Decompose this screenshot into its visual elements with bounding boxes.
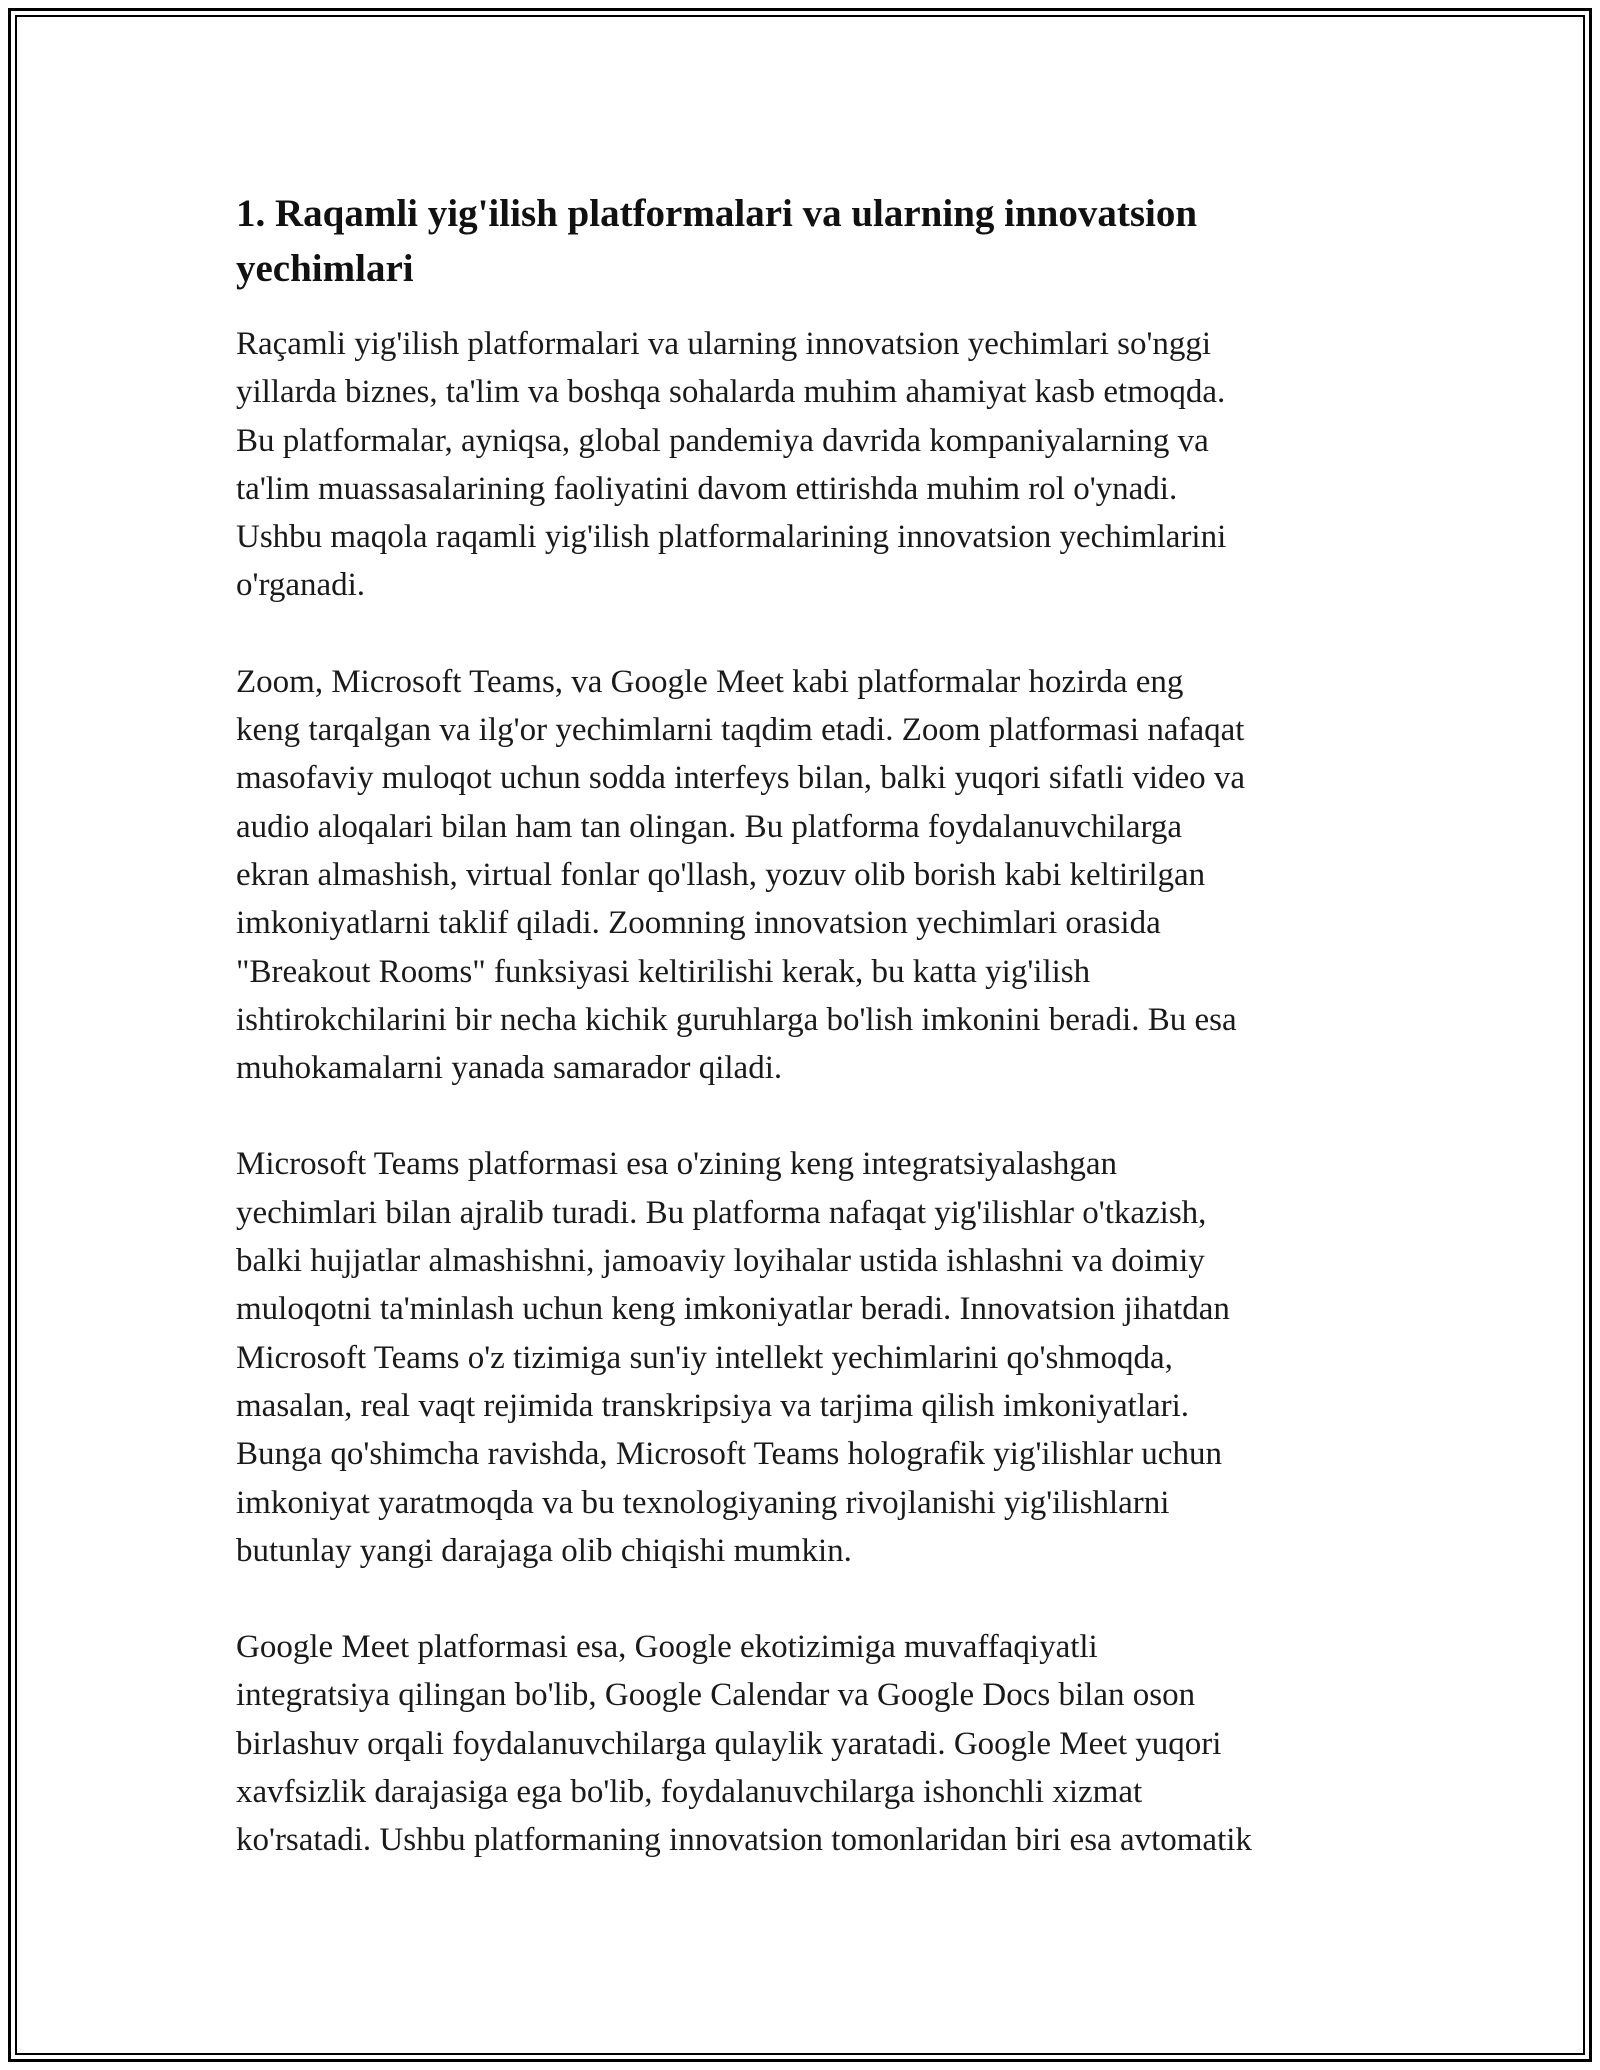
paragraph-google-meet: Google Meet platformasi esa, Google ekotizimiga muvaffaqiyatli integratsiya qilingan bo'lib, Google Calendar va Google Docs bilan oson birlashuv orqali foydalanuvchilarga qulaylik yaratadi. Google Meet yuqori xavfsizlik darajasiga ega bo'lib, foydalanuvchilarga ishonchli xizmat ko'rsatadi. Ushbu platformaning innovatsion tomonlaridan biri esa avtomatik [236,1629,1252,1859]
paragraph-microsoft-teams: Microsoft Teams platformasi esa o'zining keng integratsiyalashgan yechimlari bilan ajralib turadi. Bu platforma nafaqat yig'ilishlar o'tkazish, balki hujjatlar almashishni, jamoaviy loyihalar ustida ishlashni va doimiy muloqotni ta'minlash uchun keng imkoniyatlar beradi. Innovatsion jihatdan Microsoft Teams o'z tizimiga sun'iy intellekt yechimlarini qo'shmoqda, masalan, real vaqt rejimida transkripsiya va tarjima qilish imkoniyatlari. Bunga qo'shimcha ravishda, Microsoft Teams holografik yig'ilishlar uchun imkoniyat yaratmoqda va bu texnologiyaning rivojlanishi yig'ilishlarni butunlay yangi darajaga olib chiqishi mumkin. [236,1146,1230,1569]
section-heading: 1. Raqamli yig'ilish platformalari va ularning innovatsion yechimlari [236,192,1198,290]
paragraph-intro: Raçamli yig'ilish platformalari va ularning innovatsion yechimlari so'nggi yillarda biznes, ta'lim va boshqa sohalarda muhim ahamiyat kasb etmoqda. Bu platformalar, ayniqsa, global pandemiya davrida kompaniyalarning va ta'lim muassasalarining faoliyatini davom ettirishda muhim rol o'ynadi. Ushbu maqola raqamli yig'ilish platformalarining innovatsion yechimlarini o'rganadi. [236,326,1227,604]
document-body [236,186,1364,1865]
paragraph-zoom: Zoom, Microsoft Teams, va Google Meet kabi platformalar hozirda eng keng tarqalgan va ilg'or yechimlarni taqdim etadi. Zoom platformasi nafaqat masofaviy muloqot uchun sodda interfeys bilan, balki yuqori sifatli video va audio aloqalari bilan ham tan olingan. Bu platforma foydalanuvchilarga ekran almashish, virtual fonlar qo'llash, yozuv olib borish kabi keltirilgan imkoniyatlarni taklif qiladi. Zoomning innovatsion yechimlari orasida "Breakout Rooms" funksiyasi keltirilishi kerak, bu katta yig'ilish ishtirokchilarini bir necha kichik guruhlarga bo'lish imkonini beradi. Bu esa muhokamalarni yanada samarador qiladi. [236,663,1246,1087]
